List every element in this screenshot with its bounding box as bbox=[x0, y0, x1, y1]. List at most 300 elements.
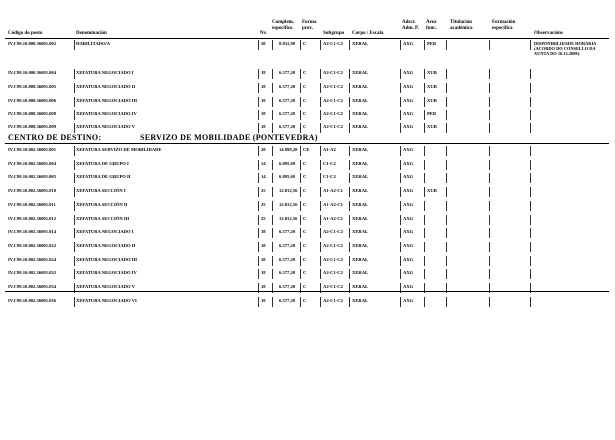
column-divider bbox=[400, 228, 401, 238]
cell-forma: C bbox=[303, 201, 307, 207]
cell-denominacion: XEFATURA NEGOCIADO III bbox=[76, 256, 138, 262]
column-divider bbox=[424, 269, 425, 279]
table-row bbox=[0, 67, 615, 80]
column-divider bbox=[446, 97, 447, 107]
cell-adscr: AXG bbox=[403, 270, 414, 276]
column-divider bbox=[530, 242, 531, 252]
header-complemento-line1: Complem. bbox=[272, 20, 295, 25]
column-divider bbox=[424, 123, 425, 133]
column-divider bbox=[400, 97, 401, 107]
column-divider bbox=[446, 69, 447, 79]
column-divider bbox=[530, 123, 531, 133]
cell-subgrupo: A2-C1-C2 bbox=[323, 270, 343, 276]
column-divider bbox=[446, 256, 447, 266]
cell-subgrupo: A2-C1-C2 bbox=[323, 111, 343, 116]
column-divider bbox=[272, 187, 273, 197]
cell-nivel: 25 bbox=[261, 201, 266, 207]
table-row bbox=[0, 199, 615, 212]
column-divider bbox=[272, 201, 273, 211]
column-divider bbox=[530, 297, 531, 307]
header-forma bbox=[302, 20, 316, 36]
cell-nivel: 18 bbox=[261, 256, 266, 262]
cell-forma: C bbox=[303, 188, 307, 194]
table-row bbox=[0, 281, 615, 294]
cell-forma: C bbox=[303, 242, 307, 248]
cell-complemento: 6.577,20 bbox=[279, 84, 296, 89]
table-row bbox=[0, 226, 615, 239]
cell-complemento: 12.012,56 bbox=[279, 201, 298, 207]
column-divider bbox=[300, 110, 301, 120]
column-divider bbox=[74, 160, 75, 170]
column-divider bbox=[74, 215, 75, 225]
column-divider bbox=[446, 269, 447, 279]
column-divider bbox=[272, 69, 273, 79]
cell-denominacion: XEFATURA NEGOCIADO II bbox=[76, 84, 136, 89]
column-divider bbox=[272, 97, 273, 107]
column-divider bbox=[258, 256, 259, 266]
column-divider bbox=[424, 160, 425, 170]
cell-denominacion: HABILITADO/A bbox=[76, 41, 111, 46]
column-divider bbox=[400, 187, 401, 197]
column-divider bbox=[272, 40, 273, 50]
cell-corpo: XERAL bbox=[352, 256, 369, 262]
column-divider bbox=[424, 173, 425, 183]
cell-nivel: 18 bbox=[261, 297, 266, 303]
column-divider bbox=[300, 123, 301, 133]
cell-subgrupo: A2-C1-C2 bbox=[323, 84, 343, 89]
cell-adscr: AXG bbox=[403, 147, 414, 152]
cell-adscr: AXG bbox=[403, 201, 414, 207]
column-divider bbox=[489, 146, 490, 156]
cell-corpo: XERAL bbox=[352, 147, 369, 152]
cell-nivel: 25 bbox=[261, 215, 266, 221]
cell-codigo: IV.C99.10.000.36001.008 bbox=[8, 111, 57, 116]
cell-adscr: AXG bbox=[403, 256, 414, 262]
column-divider bbox=[424, 256, 425, 266]
column-divider bbox=[320, 228, 321, 238]
cell-observacions: DISPONIBILIDADE HORARIA (ACORDO DO CONSELLO DA XUNTA DO 16.12.2008). bbox=[534, 41, 597, 56]
bottom-rule bbox=[5, 291, 609, 292]
table-row bbox=[0, 267, 615, 280]
cell-codigo: IV.C99.10.000.36001.005 bbox=[8, 84, 57, 89]
column-divider bbox=[320, 146, 321, 156]
column-divider bbox=[489, 242, 490, 252]
column-divider bbox=[400, 256, 401, 266]
table-row bbox=[0, 240, 615, 253]
cell-complemento: 6.577,20 bbox=[279, 242, 296, 248]
cell-subgrupo: C1-C2 bbox=[323, 160, 336, 166]
column-divider bbox=[424, 228, 425, 238]
cell-corpo: XERAL bbox=[352, 98, 369, 103]
column-divider bbox=[74, 242, 75, 252]
cell-subgrupo: A2-C1-C2 bbox=[323, 124, 343, 129]
column-divider bbox=[272, 83, 273, 93]
column-divider bbox=[300, 228, 301, 238]
column-divider bbox=[258, 173, 259, 183]
column-divider bbox=[489, 201, 490, 211]
column-divider bbox=[300, 69, 301, 79]
cell-adscr: AXG bbox=[403, 242, 414, 248]
cell-denominacion: XEFATURA NEGOCIADO V bbox=[76, 124, 135, 129]
cell-adscr: AXG bbox=[403, 160, 414, 166]
header-area-line2: func. bbox=[426, 25, 437, 31]
cell-forma: C bbox=[303, 98, 307, 103]
column-divider bbox=[74, 40, 75, 50]
cell-adscr: AXG bbox=[403, 229, 414, 235]
cell-nivel: 18 bbox=[261, 98, 266, 103]
column-divider bbox=[400, 69, 401, 79]
column-divider bbox=[400, 297, 401, 307]
column-divider bbox=[349, 146, 350, 156]
column-divider bbox=[489, 83, 490, 93]
column-divider bbox=[349, 110, 350, 120]
cell-denominacion: XEFATURA SECCIÓN II bbox=[76, 201, 128, 207]
cell-forma: C bbox=[303, 84, 307, 89]
column-divider bbox=[424, 146, 425, 156]
column-divider bbox=[489, 187, 490, 197]
column-divider bbox=[258, 215, 259, 225]
column-divider bbox=[258, 146, 259, 156]
header-denominacion: Denominación bbox=[76, 31, 107, 36]
column-divider bbox=[349, 201, 350, 211]
column-divider bbox=[320, 215, 321, 225]
table-row bbox=[0, 295, 615, 308]
header-titulacion-line1: Titulación bbox=[450, 20, 472, 25]
cell-complemento: 12.012,56 bbox=[279, 188, 298, 194]
cell-complemento: 6.577,20 bbox=[279, 98, 296, 103]
cell-subgrupo: A2-C1-C2 bbox=[323, 284, 343, 289]
cell-nivel: 28 bbox=[261, 147, 266, 152]
column-divider bbox=[74, 123, 75, 133]
cell-adscr: AXG bbox=[403, 70, 414, 75]
column-divider bbox=[400, 201, 401, 211]
table-row bbox=[0, 38, 615, 56]
column-divider bbox=[300, 215, 301, 225]
column-divider bbox=[300, 297, 301, 307]
cell-denominacion: XEFATURA DE GRUPO I bbox=[76, 160, 129, 166]
cell-complemento: 6.095,69 bbox=[279, 174, 296, 180]
column-divider bbox=[530, 160, 531, 170]
column-divider bbox=[74, 97, 75, 107]
cell-complemento: 12.012,56 bbox=[279, 215, 298, 221]
header-formacion-line2: específica bbox=[492, 25, 513, 31]
cell-nivel: 18 bbox=[261, 284, 266, 289]
cell-denominacion: XEFATURA SERVIZO DE MOBILIDADE bbox=[76, 147, 162, 152]
cell-codigo: IV.C99.10.002.36001.014 bbox=[8, 229, 57, 235]
cell-forma: C bbox=[303, 174, 307, 180]
cell-subgrupo: A2-C1-C2 bbox=[323, 70, 343, 75]
cell-codigo: IV.C99.10.002.36001.004 bbox=[8, 160, 57, 166]
cell-forma: C bbox=[303, 215, 307, 221]
column-divider bbox=[446, 173, 447, 183]
column-divider bbox=[446, 146, 447, 156]
header-formacion-line1: Formación bbox=[492, 20, 516, 25]
column-divider bbox=[320, 242, 321, 252]
column-divider bbox=[446, 228, 447, 238]
column-divider bbox=[530, 201, 531, 211]
cell-complemento: 14.998,28 bbox=[279, 147, 298, 152]
column-divider bbox=[300, 97, 301, 107]
column-divider bbox=[446, 123, 447, 133]
column-divider bbox=[530, 83, 531, 93]
cell-codigo: IV.C99.10.002.36001.024 bbox=[8, 256, 57, 262]
column-divider bbox=[489, 40, 490, 50]
column-divider bbox=[272, 269, 273, 279]
cell-corpo: XERAL bbox=[352, 160, 369, 166]
header-observacions: Observacións bbox=[534, 31, 563, 36]
cell-forma: CE bbox=[303, 147, 310, 152]
column-divider bbox=[489, 110, 490, 120]
cell-nivel: 14 bbox=[261, 160, 266, 166]
column-divider bbox=[424, 215, 425, 225]
cell-adscr: AXG bbox=[403, 111, 414, 116]
column-divider bbox=[258, 201, 259, 211]
cell-codigo: IV.C99.10.000.36001.009 bbox=[8, 124, 57, 129]
cell-adscr: AXG bbox=[403, 98, 414, 103]
column-divider bbox=[349, 160, 350, 170]
column-divider bbox=[530, 97, 531, 107]
column-divider bbox=[349, 123, 350, 133]
column-divider bbox=[272, 297, 273, 307]
column-divider bbox=[272, 110, 273, 120]
cell-adscr: AXG bbox=[403, 124, 414, 129]
column-divider bbox=[74, 110, 75, 120]
column-divider bbox=[400, 173, 401, 183]
header-titulacion bbox=[450, 20, 473, 36]
column-divider bbox=[489, 269, 490, 279]
cell-corpo: XERAL bbox=[352, 174, 369, 180]
column-divider bbox=[530, 40, 531, 50]
column-divider bbox=[349, 83, 350, 93]
header-nivel: Nv. bbox=[260, 31, 268, 36]
column-divider bbox=[272, 215, 273, 225]
cell-codigo: IV.C99.10.002.36001.010 bbox=[8, 188, 57, 194]
column-divider bbox=[530, 256, 531, 266]
section-label: CENTRO DE DESTINO: bbox=[8, 133, 102, 142]
column-divider bbox=[530, 269, 531, 279]
cell-complemento: 6.577,20 bbox=[279, 111, 296, 116]
column-divider bbox=[272, 242, 273, 252]
cell-denominacion: XEFATURA NEGOCIADO II bbox=[76, 242, 136, 248]
table-row bbox=[0, 108, 615, 121]
column-divider bbox=[272, 256, 273, 266]
column-divider bbox=[258, 123, 259, 133]
column-divider bbox=[258, 297, 259, 307]
cell-subgrupo: A1-A2-C1 bbox=[323, 215, 343, 221]
header-area bbox=[426, 20, 437, 36]
cell-area: XUR bbox=[427, 188, 437, 194]
header-subgrupo: Subgrupo bbox=[323, 31, 345, 36]
cell-forma: C bbox=[303, 284, 307, 289]
cell-adscr: AXG bbox=[403, 188, 414, 194]
cell-nivel: 18 bbox=[261, 270, 266, 276]
column-divider bbox=[400, 215, 401, 225]
column-divider bbox=[400, 146, 401, 156]
column-divider bbox=[424, 187, 425, 197]
column-divider bbox=[424, 69, 425, 79]
column-divider bbox=[400, 40, 401, 50]
cell-subgrupo: A2-C1-C2 bbox=[323, 41, 343, 46]
cell-corpo: XERAL bbox=[352, 188, 369, 194]
table-row bbox=[0, 213, 615, 226]
cell-adscr: AXG bbox=[403, 284, 414, 289]
cell-forma: C bbox=[303, 70, 307, 75]
column-divider bbox=[320, 83, 321, 93]
column-divider bbox=[446, 83, 447, 93]
column-divider bbox=[424, 97, 425, 107]
header-forma-line1: Forma bbox=[302, 20, 317, 25]
table-row bbox=[0, 144, 615, 157]
column-divider bbox=[320, 187, 321, 197]
cell-denominacion: XEFATURA NEGOCIADO IV bbox=[76, 270, 137, 276]
column-divider bbox=[530, 110, 531, 120]
cell-subgrupo: C1-C2 bbox=[323, 174, 336, 180]
cell-nivel: 18 bbox=[261, 124, 266, 129]
cell-forma: C bbox=[303, 160, 307, 166]
cell-corpo: XERAL bbox=[352, 297, 369, 303]
column-divider bbox=[530, 69, 531, 79]
column-divider bbox=[74, 256, 75, 266]
cell-codigo: IV.C99.10.002.36001.012 bbox=[8, 215, 57, 221]
cell-denominacion: XEFATURA SECCIÓN I bbox=[76, 188, 126, 194]
cell-forma: C bbox=[303, 297, 307, 303]
cell-subgrupo: A2-C1-C2 bbox=[323, 256, 343, 262]
column-divider bbox=[349, 242, 350, 252]
column-divider bbox=[424, 40, 425, 50]
column-divider bbox=[258, 97, 259, 107]
header-complemento-line2: específico bbox=[272, 25, 293, 31]
header-titulacion-line2: académica bbox=[450, 25, 473, 31]
cell-codigo: IV.C99.10.002.36001.005 bbox=[8, 174, 57, 180]
cell-codigo: IV.C99.10.000.36001.002 bbox=[8, 41, 57, 46]
column-divider bbox=[320, 160, 321, 170]
column-divider bbox=[349, 269, 350, 279]
column-divider bbox=[320, 269, 321, 279]
column-divider bbox=[300, 173, 301, 183]
column-divider bbox=[300, 269, 301, 279]
column-divider bbox=[530, 228, 531, 238]
cell-corpo: XERAL bbox=[352, 229, 369, 235]
cell-area: PER bbox=[427, 111, 437, 116]
column-divider bbox=[349, 256, 350, 266]
column-divider bbox=[300, 146, 301, 156]
cell-codigo: IV.C99.10.002.36001.032 bbox=[8, 270, 57, 276]
column-divider bbox=[349, 69, 350, 79]
column-divider bbox=[446, 201, 447, 211]
cell-denominacion: XEFATURA NEGOCIADO VI bbox=[76, 297, 137, 303]
column-divider bbox=[446, 242, 447, 252]
cell-corpo: XERAL bbox=[352, 270, 369, 276]
cell-adscr: AXG bbox=[403, 41, 414, 46]
column-divider bbox=[74, 69, 75, 79]
cell-subgrupo: A2-C1-C2 bbox=[323, 229, 343, 235]
column-divider bbox=[320, 256, 321, 266]
column-divider bbox=[349, 40, 350, 50]
cell-denominacion: XEFATURA NEGOCIADO IV bbox=[76, 111, 137, 116]
header-forma-line2: prov. bbox=[302, 25, 313, 31]
cell-complemento: 6.577,20 bbox=[279, 229, 296, 235]
cell-complemento: 6.095,69 bbox=[279, 160, 296, 166]
column-divider bbox=[320, 123, 321, 133]
column-divider bbox=[74, 297, 75, 307]
cell-nivel: 25 bbox=[261, 188, 266, 194]
column-divider bbox=[349, 173, 350, 183]
cell-area: XUR bbox=[427, 70, 437, 75]
cell-denominacion: XEFATURA DE GRUPO II bbox=[76, 174, 131, 180]
column-divider bbox=[530, 173, 531, 183]
cell-denominacion: XEFATURA NEGOCIADO V bbox=[76, 284, 135, 289]
cell-denominacion: XEFATURA NEGOCIADO III bbox=[76, 98, 138, 103]
column-divider bbox=[74, 187, 75, 197]
column-divider bbox=[446, 187, 447, 197]
cell-codigo: IV.C99.10.000.36001.004 bbox=[8, 70, 57, 75]
column-divider bbox=[272, 173, 273, 183]
header-complemento bbox=[272, 20, 294, 36]
cell-corpo: XERAL bbox=[352, 201, 369, 207]
cell-adscr: AXG bbox=[403, 174, 414, 180]
column-divider bbox=[489, 123, 490, 133]
cell-codigo: IV.C99.10.000.36001.006 bbox=[8, 98, 57, 103]
column-divider bbox=[349, 97, 350, 107]
column-divider bbox=[349, 297, 350, 307]
column-divider bbox=[400, 160, 401, 170]
column-divider bbox=[424, 83, 425, 93]
column-divider bbox=[446, 297, 447, 307]
cell-subgrupo: A1-A2-C1 bbox=[323, 188, 343, 194]
cell-corpo: XERAL bbox=[352, 84, 369, 89]
column-divider bbox=[258, 242, 259, 252]
cell-codigo: IV.C99.10.002.36001.022 bbox=[8, 242, 57, 248]
column-divider bbox=[74, 83, 75, 93]
column-divider bbox=[489, 228, 490, 238]
cell-forma: C bbox=[303, 229, 307, 235]
cell-complemento: 6.577,20 bbox=[279, 284, 296, 289]
header-adscr-line2: Adm. P. bbox=[402, 25, 419, 31]
column-divider bbox=[489, 160, 490, 170]
cell-complemento: 6.577,20 bbox=[279, 124, 296, 129]
cell-denominacion: XEFATURA NEGOCIADO I bbox=[76, 70, 134, 75]
cell-subgrupo: A2-C1-C2 bbox=[323, 98, 343, 103]
cell-forma: C bbox=[303, 270, 307, 276]
cell-subgrupo: A2-C1-C2 bbox=[323, 297, 343, 303]
column-divider bbox=[424, 201, 425, 211]
cell-corpo: XERAL bbox=[352, 242, 369, 248]
column-divider bbox=[446, 110, 447, 120]
cell-area: XUR bbox=[427, 84, 437, 89]
cell-codigo: IV.C99.10.002.36001.036 bbox=[8, 297, 57, 303]
column-divider bbox=[300, 256, 301, 266]
column-divider bbox=[349, 187, 350, 197]
column-divider bbox=[424, 110, 425, 120]
cell-complemento: 8.031,90 bbox=[279, 41, 296, 46]
cell-corpo: XERAL bbox=[352, 111, 369, 116]
cell-nivel: 18 bbox=[261, 70, 266, 75]
column-divider bbox=[258, 269, 259, 279]
header-adscr bbox=[402, 20, 419, 36]
cell-forma: C bbox=[303, 124, 307, 129]
column-divider bbox=[489, 297, 490, 307]
column-divider bbox=[258, 160, 259, 170]
column-divider bbox=[530, 146, 531, 156]
column-divider bbox=[272, 228, 273, 238]
column-divider bbox=[320, 40, 321, 50]
cell-nivel: 18 bbox=[261, 111, 266, 116]
column-divider bbox=[400, 242, 401, 252]
header-area-line1: Área bbox=[426, 20, 437, 25]
cell-subgrupo: A1-A2 bbox=[323, 147, 336, 152]
table-row bbox=[0, 254, 615, 267]
cell-nivel: 18 bbox=[261, 229, 266, 235]
